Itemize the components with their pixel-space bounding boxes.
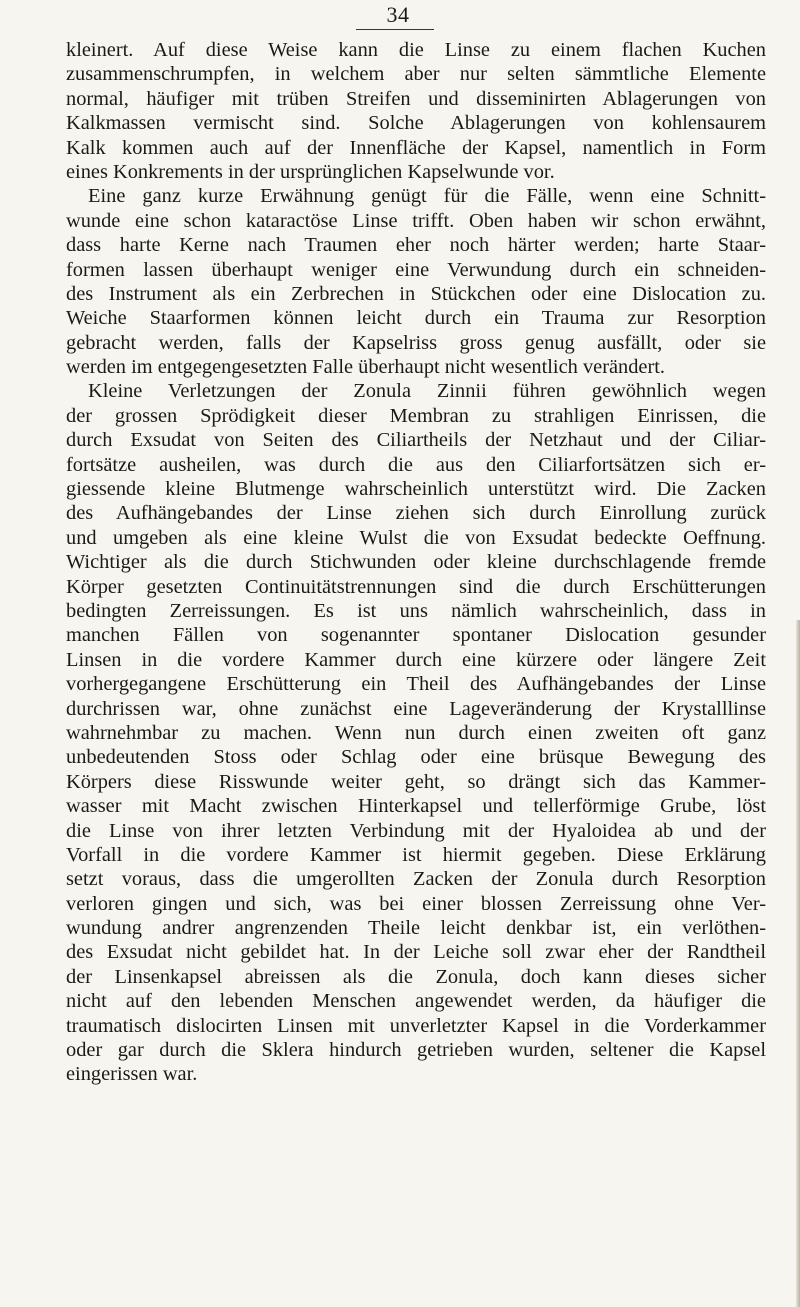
- text-line: manchen Fällen von sogenannter spontaner Dislocation gesunder: [66, 624, 766, 647]
- text-line: Kalkmassen vermischt sind. Solche Ablagerungen von kohlensaurem: [66, 112, 766, 135]
- text-line: wahrnehmbar zu machen. Wenn nun durch einen zweiten oft ganz: [66, 721, 766, 744]
- text-line: kleinert. Auf diese Weise kann die Linse zu einem flachen Kuchen: [66, 39, 766, 61]
- text-line: normal, häufiger mit trüben Streifen und disseminirten Ablagerungen von: [66, 87, 766, 110]
- text-line: Kleine Verletzungen der Zonula Zinnii führen gewöhnlich wegen: [88, 380, 766, 403]
- text-line: gebracht werden, falls der Kapselriss gross genug ausfällt, oder sie: [66, 331, 766, 354]
- text-line: nicht auf den lebenden Menschen angewendet werden, da häufiger die: [66, 990, 766, 1013]
- text-line: Wichtiger als die durch Stichwunden oder kleine durchschlagende fremde: [66, 551, 766, 574]
- text-line: die Linse von ihrer letzten Verbindung mit der Hyaloidea ab und der: [66, 819, 766, 842]
- text-line: durchrissen war, ohne zunächst eine Lageveränderung der Krystalllinse: [66, 697, 766, 720]
- text-line: wasser mit Macht zwischen Hinterkapsel und tellerförmige Grube, löst: [66, 795, 766, 818]
- text-line: Weiche Staarformen können leicht durch ein Trauma zur Resorption: [66, 307, 766, 330]
- text-line: des Aufhängebandes der Linse ziehen sich durch Einrollung zurück: [66, 502, 766, 525]
- text-line: des Exsudat nicht gebildet hat. In der Leiche soll zwar eher der Randtheil: [66, 941, 766, 964]
- text-line: unbedeutenden Stoss oder Schlag oder eine brüsque Bewegung des: [66, 746, 766, 769]
- page-edge-shadow: [796, 620, 800, 1307]
- text-line: werden im entgegengesetzten Falle überhaupt nicht wesentlich verändert.: [66, 356, 666, 379]
- text-line: der Linsenkapsel abreissen als die Zonula, doch kann dieses sicher: [66, 965, 766, 988]
- page-number: 34: [386, 2, 410, 27]
- text-line: dass harte Kerne nach Traumen eher noch härter werden; harte Staar-: [66, 234, 766, 257]
- text-line: setzt voraus, dass die umgerollten Zacken der Zonula durch Resorption: [66, 868, 766, 891]
- text-line: Vorfall in die vordere Kammer ist hiermit gegeben. Diese Erklärung: [66, 843, 766, 866]
- text-line: fortsätze ausheilen, was durch die aus den Ciliarfortsätzen sich er-: [66, 453, 766, 476]
- text-line: des Instrument als ein Zerbrechen in Stückchen oder eine Dislocation zu.: [66, 282, 766, 305]
- text-line: giessende kleine Blutmenge wahrscheinlich unterstützt wird. Die Zacken: [66, 478, 766, 501]
- text-line: bedingten Zerreissungen. Es ist uns nämlich wahrscheinlich, dass in: [66, 599, 766, 622]
- text-line: zusammenschrumpfen, in welchem aber nur selten sämmtliche Elemente: [66, 63, 766, 86]
- text-line: eingerissen war.: [66, 1063, 198, 1086]
- text-line: Kalk kommen auch auf der Innenfläche der Kapsel, namentlich in Form: [66, 136, 766, 159]
- text-line: traumatisch dislocirten Linsen mit unverletzter Kapsel in die Vorderkammer: [66, 1014, 766, 1037]
- text-line: vorhergegangene Erschütterung ein Theil des Aufhängebandes der Linse: [66, 673, 766, 696]
- text-line: Körper gesetzten Continuitätstrennungen sind die durch Erschütterungen: [66, 575, 766, 598]
- text-line: Eine ganz kurze Erwähnung genügt für die Fälle, wenn eine Schnitt-: [88, 185, 766, 208]
- text-line: Körpers diese Risswunde weiter geht, so drängt sich das Kammer-: [66, 770, 766, 793]
- text-line: durch Exsudat von Seiten des Ciliartheils der Netzhaut und der Ciliar-: [66, 429, 766, 452]
- text-line: verloren gingen und sich, was bei einer blossen Zerreissung ohne Ver-: [66, 892, 766, 915]
- text-line: Linsen in die vordere Kammer durch eine kürzere oder längere Zeit: [66, 648, 766, 671]
- text-line: oder gar durch die Sklera hindurch getrieben wurden, seltener die Kapsel: [66, 1039, 766, 1062]
- header-rule: [356, 29, 434, 30]
- text-line: der grossen Sprödigkeit dieser Membran zu strahligen Einrissen, die: [66, 404, 766, 427]
- text-line: formen lassen überhaupt weniger eine Verwundung durch ein schneiden-: [66, 258, 766, 281]
- text-line: eines Konkrements in der ursprünglichen Kapselwunde vor.: [66, 160, 555, 183]
- text-line: und umgeben als eine kleine Wulst die von Exsudat bedeckte Oeffnung.: [66, 526, 766, 549]
- body-text: [66, 38, 766, 1087]
- text-line: wundung andrer angrenzenden Theile leicht denkbar ist, ein verlöthen-: [66, 917, 766, 940]
- text-line: wunde eine schon kataractöse Linse trifft. Oben haben wir schon erwähnt,: [66, 209, 766, 232]
